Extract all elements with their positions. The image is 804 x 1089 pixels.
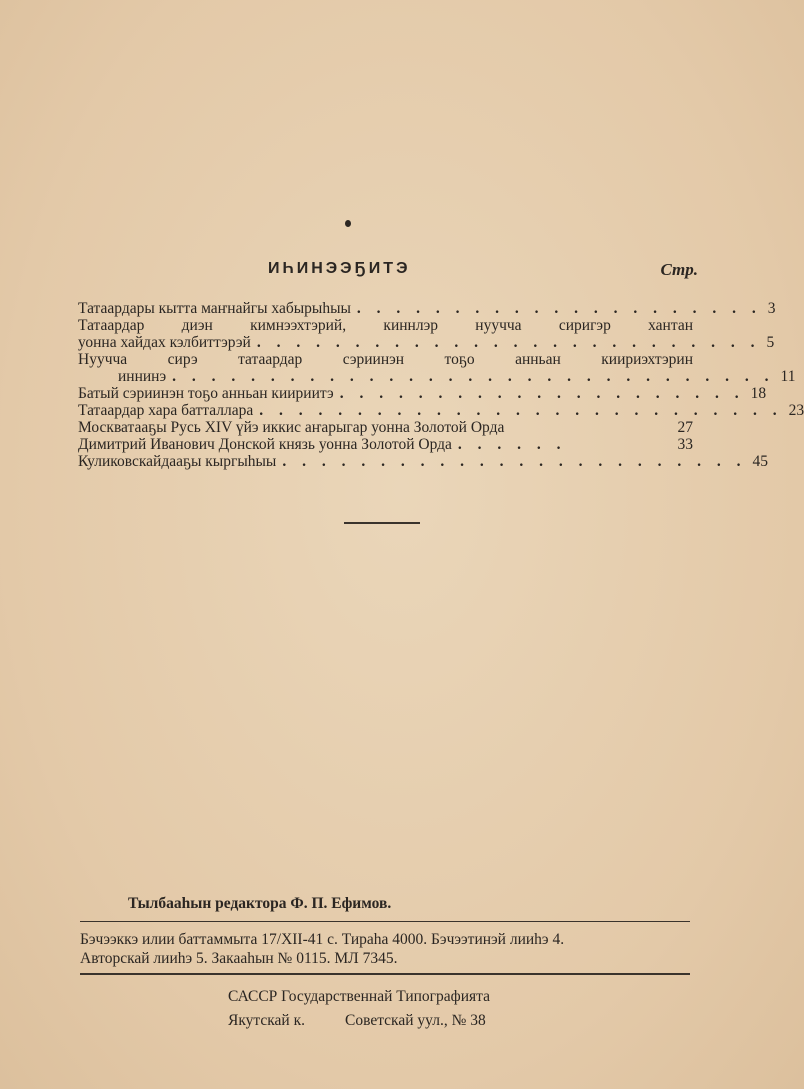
imprint-rule-top — [80, 921, 690, 922]
toc-entry-title: Нуучча сирэ татаардар сэриинэн тоҕо анньан киириэхтэрин — [78, 351, 693, 368]
editor-name: Ф. П. Ефимов. — [290, 895, 392, 912]
printing-house — [228, 985, 490, 1033]
press-name: САССР Государственнай Типографията — [228, 988, 490, 1005]
toc-entry-page: 3 — [767, 300, 776, 317]
toc-entry-title: Батый сэриинэн тоҕо анньан киириитэ — [78, 385, 334, 402]
toc-entry-title-cont: иннинэ — [118, 368, 167, 385]
editor-credit — [128, 895, 391, 913]
leader-dots: . . . . . . . . . . . . . . . . . . . . . — [356, 300, 762, 317]
leader-dots: . . . . . . . . . . . . . . . . . . . . . . . . . . . . . . . — [172, 368, 775, 385]
press-city: Якутскай к. — [228, 1012, 305, 1029]
toc-entry-title: Татаардары кытта маҥнайгы хабырыһыы — [78, 300, 351, 317]
ornament-dot — [345, 220, 351, 227]
toc-entry-page: 45 — [752, 453, 768, 470]
toc-entry-page: 27 — [677, 419, 693, 436]
toc-entry-title: Куликовскайдааҕы кыргыһыы — [78, 453, 277, 470]
leader-dots: . . . . . . . . . . . . . . . . . . . . . . . . . . . — [259, 402, 783, 419]
print-line: Авторскай лииһэ 5. Закааһын № 0115. МЛ 7345. — [80, 950, 398, 967]
toc-entry-page: 23 — [788, 402, 804, 419]
toc-entry — [78, 402, 804, 419]
leader-dots: . . . . . . . . . . . . . . . . . . . . . . . . . . — [256, 334, 761, 351]
editor-label: Тылбааһын редактора — [128, 895, 287, 912]
toc-entry — [78, 436, 693, 453]
print-details — [80, 930, 692, 968]
section-divider — [344, 522, 420, 524]
toc-entry — [78, 317, 775, 351]
toc-title: ИҺИНЭЭҔИТЭ — [268, 260, 411, 277]
toc-header — [78, 260, 698, 290]
leader-dots: . . . . . . . . . . . . . . . . . . . . . . . . — [282, 453, 747, 470]
toc-entry-title: Татаардар хара батталлара — [78, 402, 254, 419]
toc-entry — [78, 419, 693, 436]
toc-entry-title-cont: уонна хайдах кэлбиттэрэй — [78, 334, 251, 351]
table-of-contents — [78, 300, 804, 470]
toc-entry — [78, 351, 796, 385]
imprint-rule-bottom — [80, 973, 690, 975]
toc-entry-page: 33 — [677, 436, 693, 453]
toc-entry-title: Димитрий Иванович Донской князь уонна Золотой Орда — [78, 436, 452, 453]
toc-entry-title: Татаардар диэн кимнээхтэрий, киннлэр нуучча сиригэр хантан — [78, 317, 693, 334]
toc-entry — [78, 300, 776, 317]
toc-entry-page: 11 — [780, 368, 796, 385]
toc-entry-page: 5 — [766, 334, 775, 351]
leader-dots: . . . . . . — [457, 436, 567, 453]
toc-page-label: Стр. — [660, 260, 698, 279]
toc-entry — [78, 385, 767, 402]
print-line: Бэчээккэ илии баттаммыта 17/XII-41 с. Тираһа 4000. Бэчээтинэй лииһэ 4. — [80, 931, 565, 948]
press-address: Советскай уул., № 38 — [345, 1012, 486, 1029]
toc-entry — [78, 453, 768, 470]
toc-entry-page: 18 — [750, 385, 767, 402]
leader-dots: . . . . . . . . . . . . . . . . . . . . . — [339, 385, 745, 402]
toc-entry-title: Москватааҕы Русь XIV үйэ иккис аҥарыгар уонна Золотой Орда — [78, 419, 505, 436]
